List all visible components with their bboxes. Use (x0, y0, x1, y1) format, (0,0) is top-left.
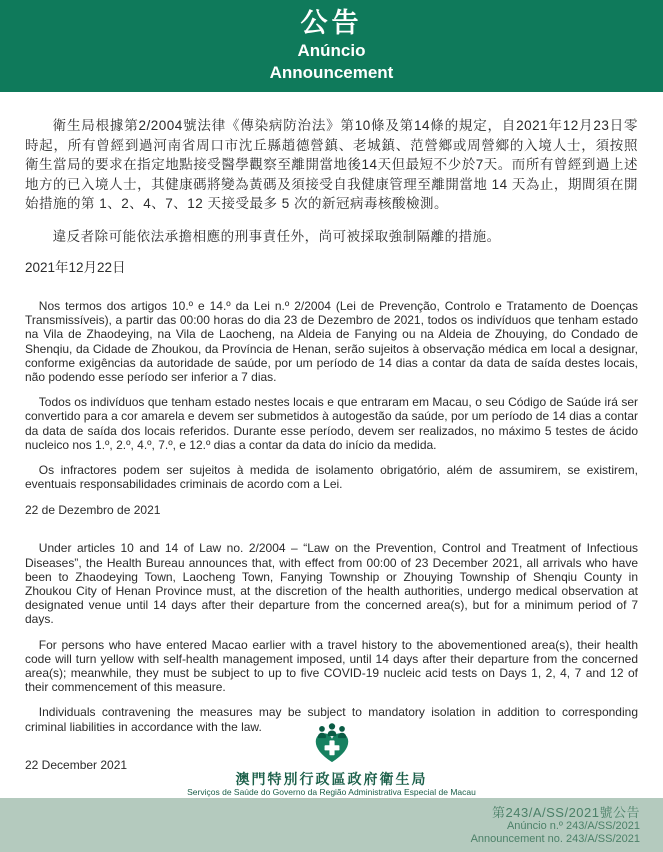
org-name-chinese: 澳門特別行政區政府衛生局 (235, 771, 428, 787)
portuguese-paragraph-2: Todos os indivíduos que tenham estado nestes locais e que entraram em Macau, o seu Código de Saúde irá ser convertido para a cor amarela e devem ser submetidos à autogestão da saúde, por um período de 14 dias a contar da data de saída dos locais referidos. Durante esse período, devem ser realizados, no máximo 5 testes de ácido nucleico nos 1.º, 2.º, 4.º, 7.º, e 12.º dias a contar da data do início da medida. (25, 395, 638, 452)
portuguese-paragraph-1: Nos termos dos artigos 10.º e 14.º da Lei n.º 2/2004 (Lei de Prevenção, Controlo e Tratamento de Doenças Transmissíveis), a partir das 00:00 horas do dia 23 de Dezembro de 2021, todos os indivíduos que tenham estado na Vila de Zhaodeying, na Vila de Laocheng, na Aldeia de Fanying ou na Aldeia de Zhouying, do Condado de Shenqiu, da Cidade de Zhoukou, da Província de Henan, serão sujeitos à observação médica em local a designar, conforme exigências da autoridade de saúde, por um período de 14 dias a contar da data de saída destes locais, não podendo esse período ser inferior a 7 dias. (25, 299, 638, 385)
page-title-chinese: 公告 (300, 8, 363, 38)
chinese-paragraph-2: 違反者除可能依法承擔相應的刑事責任外，尚可被採取強制隔離的措施。 (52, 228, 501, 244)
announcement-number-chinese: 第243/A/SS/2021號公告 (492, 805, 640, 820)
header-banner (0, 0, 663, 92)
chinese-paragraph-1: 衛生局根據第2/2004號法律《傳染病防治法》第10條及第14條的規定，自2021年12月23日零時起，所有曾經到過河南省周口市沈丘縣趙德營鎮、老城鎮、范營鄉或周營鄉的入境人士，須按照衛生當局的要求在指定地點接受醫學觀察至離開當地後14天但最短不少於7天。而所有曾經到過上述地方的已入境人士，其健康碼將變為黃碼及須接受自我健康管理至離開當地 14 天為止，期間須在開始措施的第 1、2、4、7、12 天接受最多 5 次的新冠病毒核酸檢測。 (25, 118, 638, 211)
english-paragraph-3: Individuals contravening the measures may be subject to mandatory isolation in addition to corresponding criminal liabilities in accordance with the law. (25, 705, 638, 734)
english-paragraph-1: Under articles 10 and 14 of Law no. 2/2004 – “Law on the Prevention, Control and Treatment of Infectious Diseases”, the Health Bureau announces that, with effect from 00:00 of 23 December 2021, all arrivals who have been to Zhaodeying Town, Laocheng Town, Fanying Township or Zhouying Township of Shenqiu County in Zhoukou City of Henan Province must, at the discretion of the health authorities, undergo medical observation at designated venue until 14 days after their departure from the concerned area(s), but for a minimum period of 7 days. (25, 541, 638, 627)
portuguese-date: 22 de Dezembro de 2021 (25, 503, 161, 518)
page-title-portuguese: Anúncio (297, 41, 366, 60)
english-paragraph-2: For persons who have entered Macao earlier with a travel history to the abovementioned area(s), their health code will turn yellow with self-health management imposed, until 14 days after their departure from the concerned area(s); meanwhile, they must be subject to up to five COVID-19 nucleic acid tests on Days 1, 2, 4, 7 and 12 of their commencement of this measure. (25, 637, 638, 695)
page-title-english: Announcement (269, 63, 394, 82)
announcement-number-english: Announcement no. 243/A/SS/2021 (470, 833, 640, 845)
chinese-date: 2021年12月22日 (25, 260, 126, 275)
reference-footer (0, 798, 663, 852)
org-name-portuguese: Serviços de Saúde do Governo da Região Administrativa Especial de Macau (187, 787, 476, 797)
announcement-number-portuguese: Anúncio n.º 243/A/SS/2021 (506, 820, 640, 832)
english-date: 22 December 2021 (25, 757, 128, 772)
document-body (0, 92, 663, 772)
heart-cross-people-icon (309, 723, 355, 765)
health-bureau-logo-block (0, 723, 663, 798)
portuguese-paragraph-3: Os infractores podem ser sujeitos à medida de isolamento obrigatório, além de assumirem, se existirem, eventuais responsabilidades criminais de acordo com a Lei. (25, 463, 638, 492)
